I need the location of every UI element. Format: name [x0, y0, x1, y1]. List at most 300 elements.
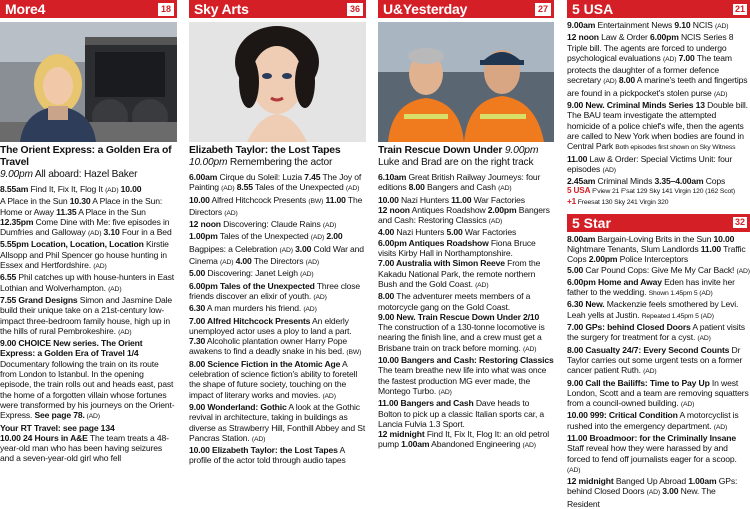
listing-item	[0, 217, 177, 240]
listing-time: 12 midnight	[378, 429, 425, 440]
channel-page-number: 36	[347, 3, 363, 16]
channel-page-number: 21	[734, 3, 745, 14]
listing-time: 6.55	[0, 272, 17, 283]
column-5usa-5star	[567, 0, 750, 509]
listing-title: Grand Designs	[16, 294, 78, 305]
listing-tag: (AD)	[279, 246, 293, 254]
listing-time: 11.00	[700, 243, 722, 254]
listing-text: Bangers and Cash	[424, 182, 499, 193]
listing-item	[189, 219, 366, 231]
listing-time: 1.00am	[401, 439, 430, 450]
listing-time: 10.00	[378, 194, 399, 205]
listing-item	[378, 205, 554, 228]
listing-tag: (AD)	[475, 281, 489, 289]
listing-item	[189, 316, 366, 359]
listing-tag: (AD)	[108, 285, 122, 293]
listing-time: 7.55	[0, 294, 17, 305]
listing-text: War Factories	[471, 194, 525, 205]
listing-item	[567, 322, 750, 345]
listing-text: Discovering: Claude Rains	[220, 219, 323, 230]
listing-text: Police Interceptors	[617, 254, 688, 265]
listing-time: 11.00	[567, 153, 588, 164]
listing-time: 5.00	[446, 227, 463, 238]
listing-tag: (AD)	[84, 413, 100, 421]
listing-time: 7.30	[189, 336, 206, 347]
listing-item	[378, 291, 554, 312]
listing-text: Come Dine with Me: five episodes in Dumfries and Galloway	[0, 216, 170, 238]
channel-name: 5 Star	[572, 214, 611, 231]
elizabeth-taylor-portrait-photo	[189, 22, 366, 142]
listing-item	[0, 239, 177, 272]
highlight-title-text: Train Rescue Down Under	[378, 145, 503, 156]
listing-text: The adventurer meets members of a motorcycle gang on the Gold Coast.	[378, 291, 531, 312]
listing-item	[567, 100, 750, 176]
sky-arts-highlight-sub	[189, 157, 366, 169]
listing-text: Fiona Bruce visits Kirby Hall in Northamptonshire.	[378, 237, 536, 259]
listing-text: Four in a Bed	[119, 227, 172, 238]
listing-time: 9.00	[567, 100, 584, 111]
listing-time: 9.00	[189, 401, 206, 412]
listing-time: 8.00am	[567, 233, 596, 244]
listing-text: The Joy of Painting	[189, 172, 362, 193]
listing-text: A motorcyclist is rushed into the emergency department.	[567, 410, 739, 431]
listing-item	[567, 433, 750, 476]
listing-time: 10.00	[189, 445, 210, 456]
channel-header-more4	[0, 0, 177, 18]
listing-tag: (BW)	[308, 197, 324, 205]
listing-text: Law & Order	[598, 32, 650, 43]
listing-item	[378, 398, 554, 429]
listing-tag: (AD)	[345, 185, 360, 193]
listing-text: Tales of the Unexpected	[252, 182, 346, 193]
listing-tag: (AD)	[251, 435, 266, 443]
highlight-sub-text: All aboard: Hazel Baker	[34, 169, 138, 180]
column-more4	[0, 0, 177, 464]
listing-time: 12 noon	[189, 219, 221, 230]
listing-item	[567, 345, 750, 378]
listing-text: Law & Order: Special Victims Unit: four episodes	[567, 153, 733, 174]
listing-time: 6.00pm	[649, 32, 679, 43]
listing-time: 12 noon	[567, 32, 599, 43]
listing-tag: (AD)	[736, 267, 750, 275]
listing-time: 9.10	[674, 20, 691, 30]
listing-text: Nazi Hunters	[394, 227, 447, 238]
listing-title: CHOICE New series. The Orient Express: a Golden Era of Travel 1/4	[0, 338, 143, 359]
listing-text: Entertainment News	[595, 20, 675, 30]
listing-time: 12 midnight	[567, 476, 614, 487]
channel-header-5-usa	[567, 0, 750, 18]
listing-time: 8.00	[616, 75, 635, 86]
channel-label: 5 USA	[567, 186, 591, 196]
channel-numbers-text: F'view 21 F'sat 129 Sky 141 Virgin 120 (162 Scot)	[590, 188, 735, 196]
listing-item	[189, 231, 366, 268]
listing-tag: (AD)	[603, 78, 617, 86]
listing-text: A Place in the Sun: Home or Away	[0, 196, 163, 217]
listing-time: 6.30	[189, 303, 206, 314]
listing-item	[567, 265, 750, 277]
listing-time: 7.00	[189, 315, 206, 326]
listing-time: 10.00	[567, 410, 588, 421]
u-yesterday-highlight-title	[378, 145, 554, 157]
more4-listings	[0, 184, 177, 464]
u-yesterday-photo	[378, 22, 554, 142]
listing-time: 2.00	[324, 231, 343, 242]
listing-time: 10.00	[0, 432, 21, 443]
listing-tag: (AD)	[438, 388, 452, 396]
listing-text: Cirque du Soleil: Luzia	[217, 172, 305, 182]
listing-text: Bargain-Loving Brits in the Sun	[595, 233, 714, 244]
listing-time: 8.55am	[0, 184, 29, 194]
listing-text: Simon and Jasmine Dale build their unique take on a 21st-century low-impact three-bedroom family house, high up in the hills of rural Pembrokeshire.	[0, 294, 173, 336]
channel-numbers	[567, 197, 750, 208]
listing-text: A man murders his friend.	[205, 303, 304, 314]
listing-tag: (AD)	[522, 442, 536, 450]
listing-text: Find It, Fix It, Flog It: an old petrol pump	[378, 429, 549, 450]
listing-item	[378, 195, 554, 205]
listing-text: Double bill. The BAU team investigate the attempted homicide of a police chief's wife, then the agents are called to New York when bodies are found in Central Park	[567, 100, 748, 152]
listing-title: 24 Hours in A&E	[20, 432, 88, 443]
listing-tag: (AD)	[221, 185, 235, 193]
listing-item	[567, 476, 750, 509]
channel-header-5-star	[567, 214, 750, 232]
listing-item	[378, 227, 554, 237]
listing-item	[378, 429, 554, 452]
listing-text: The Directors	[189, 194, 363, 217]
listing-time: 5.00	[567, 264, 584, 275]
listing-title: Call the Bailiffs: Time to Pay Up	[583, 377, 710, 388]
woman-presenter-steam-train-photo	[0, 22, 177, 142]
listing-title: Alfred Hitchcock Presents	[205, 315, 311, 326]
listing-title: Science Fiction in the Atomic Age	[205, 358, 341, 369]
listing-text: From the Kakadu National Park, the remote northern Bush and the Gold Coast.	[378, 258, 541, 289]
listing-text: A look at the Gothic revival in architecture, taking in buildings as diverse as Strawberry Hill, Fonthill Abbey and St Pancras Station.	[189, 401, 366, 443]
listing-tag: (AD)	[498, 185, 512, 193]
listing-title: New. Criminal Minds Series 13	[583, 100, 705, 111]
listing-text: Phil catches up with house-hunters in East Lothian and Wolverhampton.	[0, 272, 175, 293]
listing-time: 4.00	[378, 227, 395, 238]
listing-tag: (AD)	[300, 271, 314, 279]
listing-item	[567, 277, 750, 300]
sky-arts-listings	[189, 172, 366, 466]
listing-title: 999: Critical Condition	[587, 410, 678, 421]
highlight-time: 9.00pm	[504, 145, 539, 156]
listing-title: Antiques Roadshow	[406, 237, 489, 248]
listing-item	[189, 281, 366, 304]
channel-name: U&Yesterday	[383, 1, 468, 17]
listing-time: 6.00pm	[567, 276, 596, 287]
channel-label: +1	[567, 197, 577, 207]
listing-item	[0, 184, 177, 196]
listing-tag: (AD)	[522, 345, 537, 353]
listing-title: New. Train Rescue Down Under 2/10	[394, 311, 540, 322]
listing-tag: (AD)	[118, 328, 132, 336]
more4-photo	[0, 22, 177, 142]
channel-name: Sky Arts	[194, 1, 249, 17]
listing-time: 1.00pm	[189, 231, 218, 242]
listing-note: Shown 1.45pm 5	[648, 290, 698, 298]
listing-text: Staff reveal how they were harassed by and forced to fend off journalists eager for a scoop.	[567, 443, 737, 464]
channel-page-number: 32	[734, 217, 745, 228]
listing-tag: (AD)	[322, 222, 337, 230]
listing-time: 11.00	[323, 194, 346, 205]
highlight-time: 9.00pm	[0, 169, 33, 180]
listing-text: A patient visits the surgery for treatment for a cyst.	[567, 322, 745, 343]
sky-arts-photo	[189, 22, 366, 142]
channel-numbers-text: Freesat 130 Sky 241 Virgin 320	[576, 199, 669, 207]
listing-title: Location, Location, Location	[28, 239, 144, 250]
listing-text: Cops	[703, 176, 726, 187]
listing-item	[189, 268, 366, 280]
listing-item	[0, 295, 177, 338]
listing-text: Mackenzie feels smothered by Levi. Leah yells at Justin.	[567, 299, 739, 320]
listing-time: 10.00	[713, 233, 735, 244]
listing-text: Cold War and Cinema	[189, 243, 364, 267]
listing-time: 6.00pm	[378, 237, 407, 248]
listing-text: NCIS	[690, 20, 715, 30]
listing-time: 2.45am	[567, 176, 596, 187]
listing-time: 11.00	[567, 432, 588, 443]
listing-time: 6.00pm	[189, 280, 218, 291]
listing-item	[0, 272, 177, 295]
highlight-sub-text: Remembering the actor	[229, 157, 333, 168]
5-star-listings	[567, 234, 750, 509]
listing-text: The team treats a 48-year-old man who has been having seizures and a seven-year-old girl who fell	[0, 432, 169, 464]
listing-time: 7.45	[304, 172, 321, 182]
listing-text: The Directors	[251, 256, 306, 267]
more4-highlight-sub	[0, 169, 177, 181]
listing-text: Discovering: Janet Leigh	[205, 268, 301, 279]
listing-time: 8.55	[234, 182, 253, 193]
listing-text: The construction of a 130-tonne locomotive is nearing the finish line, and a crew must get a Brisbane train on track before morning.	[378, 322, 545, 353]
listing-item	[0, 338, 177, 422]
listing-tag: (AD)	[713, 423, 728, 431]
listing-ref: Your RT Travel: see page 134	[0, 422, 115, 433]
listing-tag: (AD)	[697, 290, 713, 298]
listing-text: Banged Up Abroad	[613, 476, 689, 487]
listing-item	[0, 423, 177, 433]
u-yesterday-highlight-sub: Luke and Brad are on the right track	[378, 157, 534, 168]
listing-time: 11.00	[378, 398, 399, 409]
listing-text: GPs: behind Closed Doors	[567, 476, 738, 497]
listing-text: Eden has invite her father to the wedding.	[567, 276, 735, 298]
listing-tag: (AD)	[680, 401, 695, 409]
listing-title: New.	[583, 299, 605, 310]
listing-item	[567, 299, 750, 322]
listing-time: 3.00	[292, 243, 312, 254]
listing-time: 7.00	[567, 322, 584, 333]
listing-tag: (AD)	[567, 466, 581, 474]
listing-item	[189, 172, 366, 219]
listing-tag: (AD)	[602, 166, 616, 174]
channel-page-number: 18	[158, 3, 174, 16]
listing-time: 8.00	[189, 358, 206, 369]
listing-text: A marine's teeth and fingertips are found in a pickpocket's stolen purse	[567, 75, 748, 98]
listing-item	[567, 176, 750, 186]
listing-text: Bagpipes: a Celebration	[189, 243, 280, 254]
listing-tag: (AD)	[697, 335, 711, 343]
listing-title: Bangers and Cash: Restoring Classics	[398, 355, 554, 366]
column-sky-arts	[189, 0, 366, 466]
listing-time: 2.00pm	[588, 254, 618, 265]
listing-text: Bangers and Cash: Restoring Classics	[378, 204, 550, 226]
listing-ref: See page 78.	[34, 410, 85, 421]
listing-title: Casualty 24/7: Every Second Counts	[583, 344, 730, 355]
listing-text: Traffic Cops	[567, 243, 746, 265]
listing-tag: (AD)	[713, 90, 728, 98]
listing-item	[0, 433, 177, 464]
listing-item	[378, 355, 554, 398]
listing-item	[378, 238, 554, 259]
u-yesterday-listings	[378, 172, 554, 452]
listing-time: 1.00am	[688, 476, 717, 487]
listing-time: 8.00	[408, 182, 425, 193]
listing-time: 11.00	[451, 194, 472, 205]
listing-text: Criminal Minds	[595, 176, 655, 187]
listing-time: 3.35–4.00am	[654, 176, 704, 187]
listing-text: Nazi Hunters	[398, 194, 452, 205]
listing-item	[567, 378, 750, 411]
listing-time: 10.30	[69, 196, 91, 207]
listing-note: Both episodes first shown on Sky Witness	[615, 144, 736, 152]
listing-item	[378, 258, 554, 291]
channel-page-number: 27	[535, 3, 551, 16]
listing-item	[378, 312, 554, 355]
listing-text: An elderly unemployed actor uses a ploy to land a part.	[189, 315, 352, 336]
listing-time: 3.10	[101, 227, 120, 238]
listing-time: 12 noon	[378, 204, 410, 215]
listing-time: 8.00	[567, 344, 584, 355]
listing-item	[378, 172, 554, 195]
listing-tag: (AD)	[643, 368, 657, 376]
listing-tag: (AD)	[698, 312, 714, 320]
listing-time: 6.10am	[378, 172, 407, 182]
listing-time: 8.00	[378, 291, 395, 302]
listing-time: 10.00	[378, 355, 399, 366]
listing-title: Tales of the Unexpected	[217, 280, 315, 291]
listing-text: New. The Resident	[567, 486, 716, 509]
listing-item	[0, 196, 177, 217]
listing-tag: (AD)	[313, 293, 327, 301]
listing-time: 10.00	[189, 194, 210, 205]
listing-tag: (AD)	[322, 392, 336, 400]
listing-tag: (AD)	[105, 187, 119, 194]
listing-time: 9.00am	[567, 20, 596, 30]
listing-tag: (AD)	[488, 218, 503, 226]
5-usa-listings	[567, 20, 750, 208]
more4-highlight-title: The Orient Express: a Golden Era of Travel	[0, 145, 172, 168]
listing-time: 9.00	[0, 338, 17, 349]
channel-name: 5 USA	[572, 1, 614, 17]
listing-text: Antiques Roadshow	[409, 204, 488, 215]
listing-tag: (AD)	[303, 306, 317, 314]
listing-text: Find It, Fix It, Flog It	[28, 184, 106, 194]
listing-time: 7.00	[676, 52, 695, 63]
listing-tag: (AD)	[714, 23, 729, 30]
channel-header-sky-arts	[189, 0, 366, 18]
listing-title: Broadmoor: for the Criminally Insane	[587, 432, 736, 443]
listing-time: 7.00	[378, 258, 395, 269]
listing-title: GPs: behind Closed Doors	[583, 322, 691, 333]
listing-text: A profile of the actor told through audio tapes	[189, 445, 346, 466]
listing-text: A celebration of science fiction's ability to foretell the shape of future society, touching on the impact of literary works and movies.	[189, 358, 358, 400]
listing-text: Three close friends discover an elixir of youth.	[189, 280, 361, 301]
listing-text: Abandoned Engineering	[429, 439, 523, 450]
listing-time: 5.00	[189, 268, 206, 279]
listing-tag: (AD)	[662, 55, 677, 63]
listing-title: Home and Away	[595, 276, 662, 287]
listing-text: In west London, Scott and a team are removing squatters from a council-owned building.	[567, 377, 749, 409]
channel-numbers	[567, 186, 750, 197]
listing-time: 9.00	[378, 311, 395, 322]
column-u-yesterday	[378, 0, 554, 450]
listing-tag: (AD)	[224, 209, 238, 217]
listing-item	[189, 359, 366, 402]
listing-time: 11.35	[56, 206, 77, 217]
listing-text: War Factories	[462, 227, 517, 238]
listing-item	[189, 445, 366, 466]
listing-note: Repeated 1.45pm 5	[641, 312, 699, 320]
listing-title: Australia with Simon Reeve	[394, 258, 505, 269]
listing-time: 4.00	[233, 256, 252, 267]
listing-text: Nightmare Tenants, Slum Landlords	[567, 243, 701, 254]
listing-text: Dave heads to Bolton to pick up a classic Italian sports car, a Lancia Fulvia 1.3 Sport.	[378, 398, 545, 429]
listing-item	[567, 410, 750, 433]
listing-item	[567, 20, 750, 32]
listing-time: 2.00pm	[487, 204, 517, 215]
listing-text: Alcoholic plantation owner Harry Pope awakens to find a deadly snake in his bed.	[189, 336, 348, 357]
listing-time: 5.55pm	[0, 239, 29, 250]
listing-text: Tales of the Unexpected	[217, 231, 311, 242]
listing-text: Dr Taylor carries out some urgent tests on a former cancer patient Ruth.	[567, 344, 743, 376]
listing-time: 10.00	[118, 184, 142, 194]
listing-text: Kirstie Allsopp and Phil Spencer go house hunting in Essex and Hertfordshire.	[0, 239, 169, 271]
listing-tag: (AD)	[87, 230, 102, 238]
listing-time: 12.35pm	[0, 216, 34, 227]
listing-text: Car Pound Cops: Give Me My Car Back!	[583, 264, 737, 275]
listing-title: Elizabeth Taylor: the Lost Tapes	[209, 445, 338, 456]
listing-title: Wonderland: Gothic	[205, 401, 287, 412]
listing-item	[567, 234, 750, 265]
channel-name: More4	[5, 1, 46, 17]
listing-time: 3.00	[660, 486, 679, 497]
listing-text: NCIS Series 8 Triple bill. The agents are forced to undergo psychological evaluations	[567, 32, 734, 63]
sky-arts-highlight-title: Elizabeth Taylor: the Lost Tapes	[189, 145, 341, 156]
listing-tag: (AD)	[305, 259, 320, 267]
two-railway-workers-photo	[378, 22, 554, 142]
listing-time: 6.00am	[189, 172, 218, 182]
listing-item	[189, 303, 366, 315]
highlight-time: 10.00pm	[189, 157, 228, 168]
listing-item	[567, 32, 750, 100]
listing-tag: (AD)	[219, 259, 234, 267]
listing-item	[189, 402, 366, 445]
listing-text: Documentary following the train on its route from London to Istanbul. In the opening episode, the train rolls out and heads east, past the home of a forgotten villain whose fortunes were transformed by his journeys on the Orient-Express.	[0, 358, 175, 421]
listing-time: 9.00	[567, 377, 584, 388]
listing-text: Alfred Hitchcock Presents	[209, 194, 309, 205]
listing-text: A Place in the Sun	[76, 206, 146, 217]
channel-header-u-yesterday	[378, 0, 554, 18]
listing-time: 6.30	[567, 299, 584, 310]
listing-text: The team protects the daughter of a former defence secretary	[567, 52, 732, 86]
listing-text: Great British Railway Journeys: four editions	[378, 172, 541, 193]
listing-tag: (BW)	[346, 349, 362, 357]
listing-tag: (AD)	[646, 489, 661, 497]
listing-tag: (AD)	[93, 263, 107, 271]
listing-tag: (AD)	[310, 234, 325, 242]
listing-title: Bangers and Cash	[398, 398, 474, 409]
listing-text: The team breathe new life into what was once the fastest production MG ever made, the Montego Turbo.	[378, 365, 547, 396]
listing-text: A Place in the Sun	[0, 196, 70, 207]
